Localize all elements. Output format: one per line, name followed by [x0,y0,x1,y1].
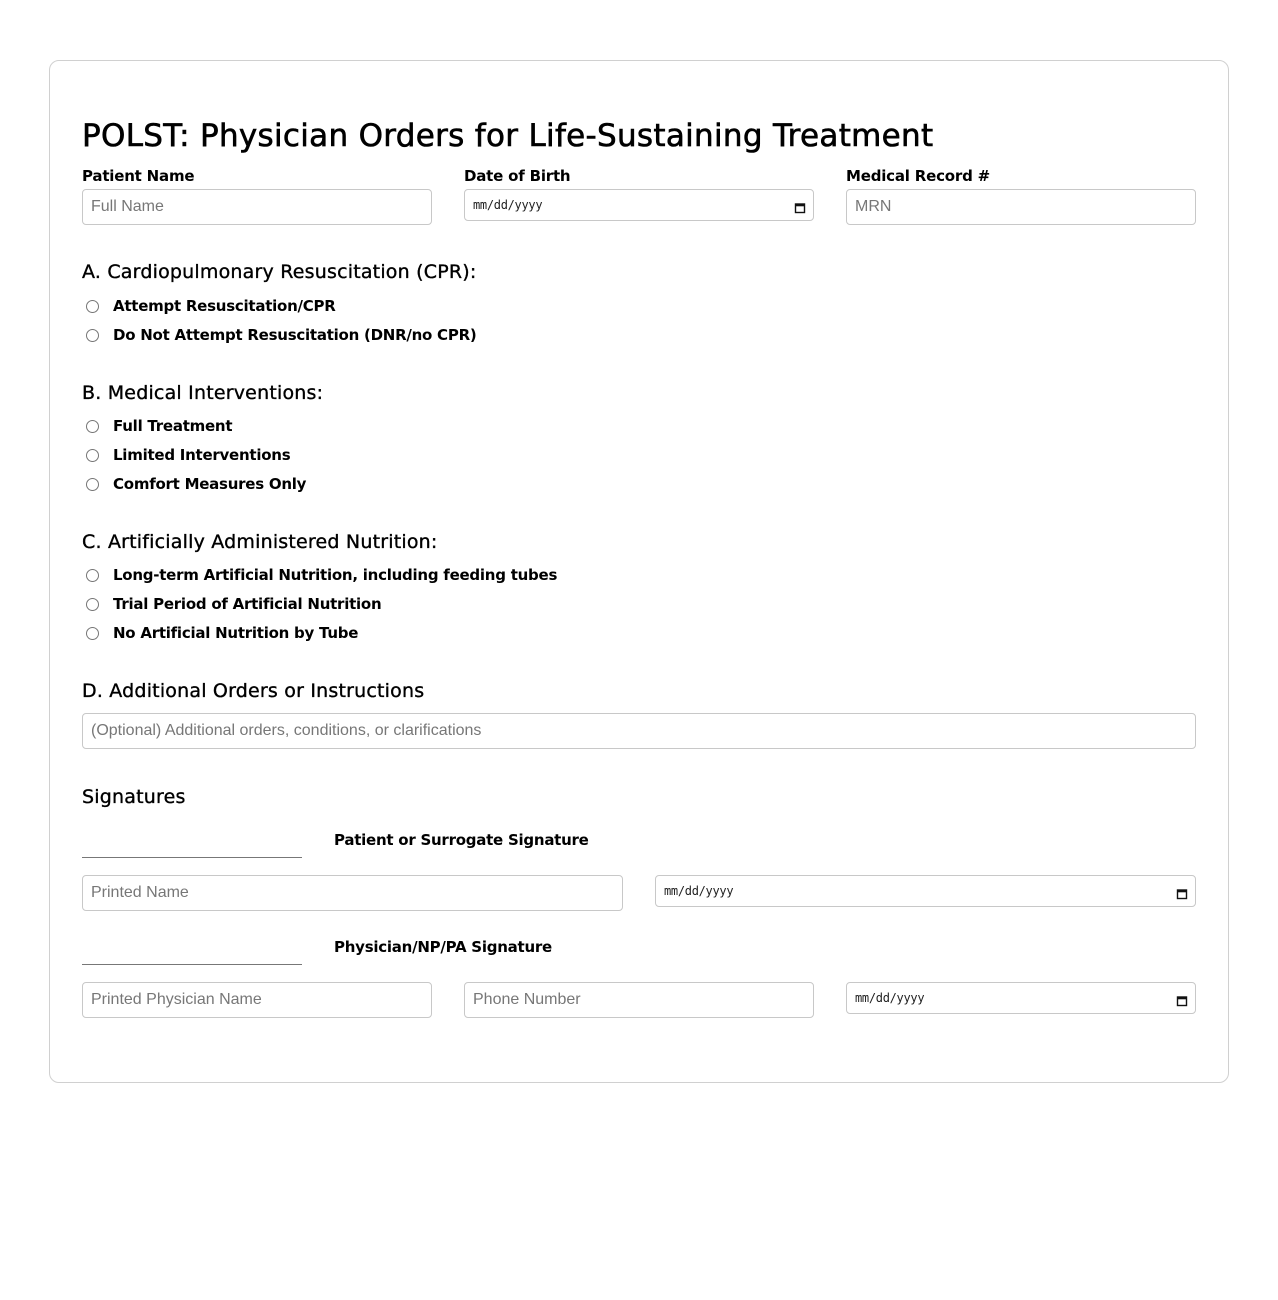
calendar-icon[interactable] [794,199,806,211]
radio-unchecked-icon[interactable] [86,598,99,611]
medical-interventions-heading: B. Medical Interventions: [82,382,324,404]
patient-name-input[interactable] [82,189,432,225]
radio-label: Comfort Measures Only [113,475,307,493]
physician-signature-caption: Physician/NP/PA Signature [334,938,552,956]
physician-date-placeholder: mm/dd/yyyy [855,991,925,1005]
signatures-heading: Signatures [82,786,186,808]
physician-phone-input[interactable] [464,982,814,1018]
patient-printed-name-input[interactable] [82,875,623,911]
cpr-section-heading: A. Cardiopulmonary Resuscitation (CPR): [82,261,477,283]
additional-orders-input[interactable] [82,713,1196,749]
nutrition-section-heading: C. Artificially Administered Nutrition: [82,531,438,553]
physician-signature-date-input[interactable] [846,982,1196,1014]
radio-label: Full Treatment [113,417,233,435]
date-of-birth-input[interactable] [464,189,814,221]
patient-signature-date-input[interactable] [655,875,1196,907]
radio-label: Long-term Artificial Nutrition, including feeding tubes [113,566,558,584]
cpr-option-attempt[interactable] [86,295,336,317]
intervention-option-full[interactable] [86,415,232,437]
calendar-icon[interactable] [1176,885,1188,897]
page-title: POLST: Physician Orders for Life-Sustaining Treatment [82,118,934,154]
radio-unchecked-icon[interactable] [86,449,99,462]
cpr-option-dnr[interactable] [86,324,476,346]
radio-label: No Artificial Nutrition by Tube [113,624,359,642]
additional-orders-heading: D. Additional Orders or Instructions [82,680,425,702]
nutrition-option-long-term[interactable] [86,564,557,586]
patient-name-label: Patient Name [82,167,195,185]
patient-date-placeholder: mm/dd/yyyy [664,884,734,898]
intervention-option-comfort[interactable] [86,473,306,495]
physician-signature-line[interactable] [82,964,302,965]
physician-printed-name-input[interactable] [82,982,432,1018]
date-of-birth-placeholder: mm/dd/yyyy [473,198,543,212]
calendar-icon[interactable] [1176,992,1188,1004]
patient-signature-caption: Patient or Surrogate Signature [334,831,589,849]
radio-unchecked-icon[interactable] [86,627,99,640]
radio-label: Trial Period of Artificial Nutrition [113,595,382,613]
medical-record-label: Medical Record # [846,167,991,185]
radio-unchecked-icon[interactable] [86,420,99,433]
medical-record-input[interactable] [846,189,1196,225]
radio-label: Attempt Resuscitation/CPR [113,297,336,315]
radio-unchecked-icon[interactable] [86,569,99,582]
nutrition-option-none[interactable] [86,622,358,644]
intervention-option-limited[interactable] [86,444,290,466]
radio-unchecked-icon[interactable] [86,329,99,342]
radio-label: Limited Interventions [113,446,291,464]
radio-label: Do Not Attempt Resuscitation (DNR/no CPR) [113,326,477,344]
radio-unchecked-icon[interactable] [86,300,99,313]
patient-signature-line[interactable] [82,857,302,858]
date-of-birth-label: Date of Birth [464,167,571,185]
radio-unchecked-icon[interactable] [86,478,99,491]
nutrition-option-trial[interactable] [86,593,381,615]
